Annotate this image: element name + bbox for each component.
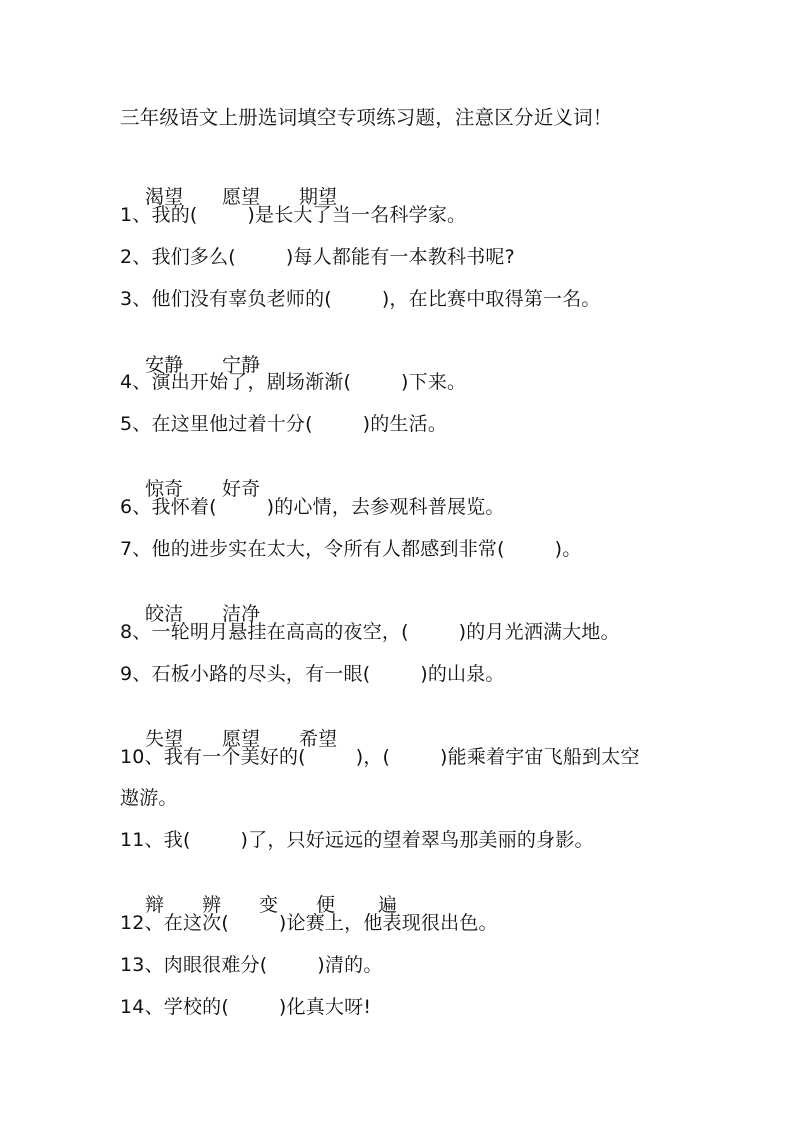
question-10-continued: 遨游。 bbox=[120, 787, 178, 809]
word-choice: 安静 bbox=[144, 354, 184, 376]
word-choice: 惊奇 bbox=[144, 478, 184, 500]
question-9: 9、石板小路的尽头，有一眼( )的山泉。 bbox=[120, 663, 505, 685]
question-7: 7、他的进步实在太大，令所有人都感到非常( )。 bbox=[120, 538, 582, 560]
question-4: 4、演出开始了，剧场渐渐( )下来。 bbox=[120, 371, 467, 393]
word-choice: 希望 bbox=[298, 728, 338, 750]
word-choice: 宁静 bbox=[221, 354, 261, 376]
question-12: 12、在这次( )论赛上，他表现很出色。 bbox=[120, 912, 498, 934]
question-1: 1、我的( )是长大了当一名科学家。 bbox=[120, 204, 467, 226]
word-choice: 失望 bbox=[144, 728, 184, 750]
word-choice: 变 bbox=[258, 894, 279, 916]
question-2: 2、我们多么( )每人都能有一本教科书呢? bbox=[120, 246, 515, 268]
question-3: 3、他们没有辜负老师的( )，在比赛中取得第一名。 bbox=[120, 288, 601, 310]
question-13: 13、肉眼很难分( )清的。 bbox=[120, 954, 383, 976]
word-choice: 愿望 bbox=[221, 186, 261, 208]
word-choice: 皎洁 bbox=[144, 603, 184, 625]
word-choice: 期望 bbox=[298, 186, 338, 208]
word-choice: 辨 bbox=[201, 894, 222, 916]
question-10: 10、我有一个美好的( )，( )能乘着宇宙飞船到太空 bbox=[120, 746, 640, 768]
word-choice: 愿望 bbox=[221, 728, 261, 750]
question-6: 6、我怀着( )的心情，去参观科普展览。 bbox=[120, 496, 505, 518]
page-title: 三年级语文上册选词填空专项练习题，注意区分近义词！ bbox=[120, 106, 613, 129]
question-5: 5、在这里他过着十分( )的生活。 bbox=[120, 413, 448, 435]
question-8: 8、一轮明月悬挂在高高的夜空，( )的月光洒满大地。 bbox=[120, 621, 620, 643]
word-choice: 好奇 bbox=[221, 478, 261, 500]
word-choice: 遍 bbox=[377, 894, 398, 916]
question-11: 11、我( )了，只好远远的望着翠鸟那美丽的身影。 bbox=[120, 829, 594, 851]
word-choice: 洁净 bbox=[221, 603, 261, 625]
question-14: 14、学校的( )化真大呀! bbox=[120, 996, 372, 1018]
word-choice: 便 bbox=[315, 894, 336, 916]
word-choice: 渴望 bbox=[144, 186, 184, 208]
word-choice: 辩 bbox=[144, 894, 165, 916]
